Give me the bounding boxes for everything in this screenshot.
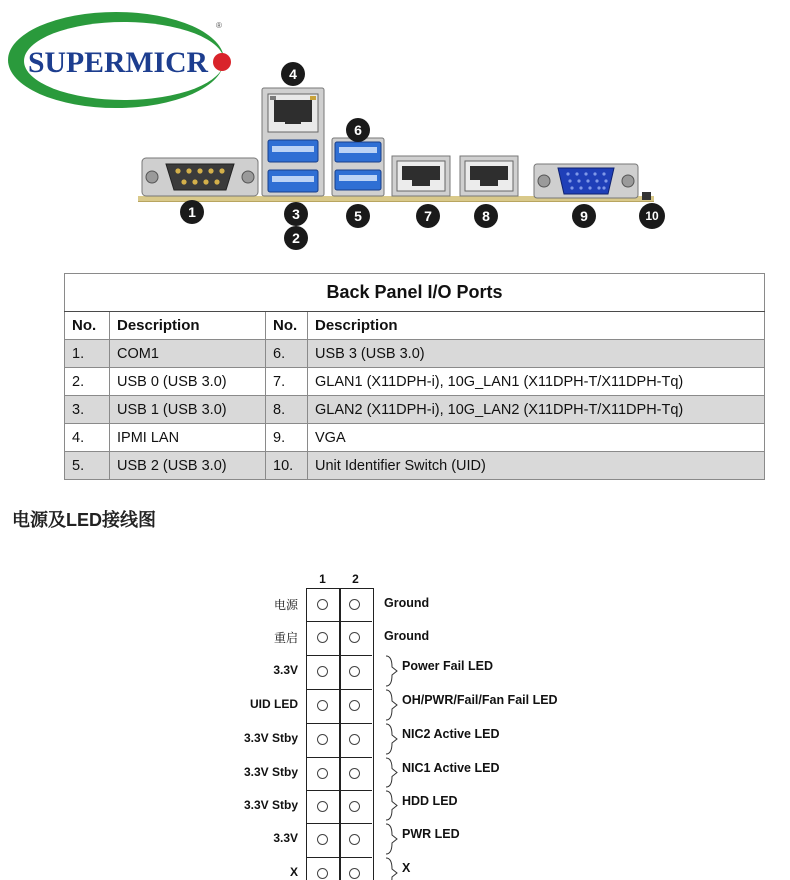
pin-left-label: 3.3V Stby	[243, 764, 298, 779]
lan1-port-icon	[390, 154, 452, 198]
cell-description: USB 1 (USB 3.0)	[110, 396, 266, 424]
pin-right-label: NIC2 Active LED	[402, 727, 500, 741]
brace-icon	[384, 822, 400, 856]
table-row	[65, 396, 765, 424]
pin-row	[307, 857, 372, 880]
brace-icon	[384, 756, 400, 789]
callout-10: 10	[639, 203, 665, 229]
column-number-2: 2	[352, 572, 359, 586]
header-no-right: No.	[266, 312, 308, 340]
cell-no: 2.	[65, 368, 110, 396]
cell-description: USB 2 (USB 3.0)	[110, 452, 266, 480]
pin-left-label: 3.3V	[273, 663, 298, 677]
callout-6: 6	[346, 118, 370, 142]
pin-2	[349, 632, 360, 643]
pin-grid	[306, 588, 374, 880]
table-row	[65, 452, 765, 480]
section-title: 电源及LED接线图	[12, 510, 156, 530]
cell-no: 7.	[266, 368, 308, 396]
pin-right-label: Power Fail LED	[402, 659, 493, 673]
table-title: Back Panel I/O Ports	[65, 274, 765, 312]
pin-2	[349, 834, 360, 845]
cell-no: 6.	[266, 340, 308, 368]
pin-1	[317, 734, 328, 745]
pin-1	[317, 666, 328, 677]
column-number-1: 1	[319, 572, 326, 586]
table-row	[65, 368, 765, 396]
callout-4: 4	[281, 62, 305, 86]
pin-1	[317, 768, 328, 779]
brace-icon	[384, 722, 400, 756]
brace-icon	[384, 856, 400, 880]
cell-no: 5.	[65, 452, 110, 480]
header-no-left: No.	[65, 312, 110, 340]
pin-1	[317, 599, 328, 610]
back-panel-io-table	[64, 273, 765, 480]
pin-2	[349, 868, 360, 879]
vga-port-icon	[532, 162, 640, 200]
pin-left-label: 3.3V Stby	[243, 731, 298, 745]
pin-1	[317, 868, 328, 879]
cell-description: USB 3 (USB 3.0)	[308, 340, 765, 368]
brace-icon	[384, 688, 400, 722]
cell-description: IPMI LAN	[110, 424, 266, 452]
cell-no: 1.	[65, 340, 110, 368]
pin-left-label: UID LED	[250, 697, 298, 711]
front-panel-header-diagram	[228, 570, 588, 880]
pin-left-label: X	[289, 865, 298, 879]
cell-description: GLAN1 (X11DPH-i), 10G_LAN1 (X11DPH-T/X11DPH-Tq)	[308, 368, 765, 396]
pin-right-label: NIC1 Active LED	[402, 760, 500, 775]
cell-description: USB 0 (USB 3.0)	[110, 368, 266, 396]
pin-right-label: HDD LED	[402, 793, 458, 808]
lan2-port-icon	[458, 154, 520, 198]
cell-no: 3.	[65, 396, 110, 424]
callout-8: 8	[474, 204, 498, 228]
table-row	[65, 340, 765, 368]
pin-1	[317, 700, 328, 711]
pin-2	[349, 700, 360, 711]
pin-left-label: 重启	[273, 631, 298, 645]
brace-icon	[384, 654, 400, 688]
cell-no: 4.	[65, 424, 110, 452]
back-panel-illustration	[130, 62, 690, 262]
pin-right-label: Ground	[384, 596, 430, 610]
pin-right-label: Ground	[384, 629, 430, 643]
pin-2	[349, 599, 360, 610]
header-description-left: Description	[110, 312, 266, 340]
cell-description: GLAN2 (X11DPH-i), 10G_LAN2 (X11DPH-T/X11DPH-Tq)	[308, 396, 765, 424]
pin-left-label: 电源	[273, 598, 298, 612]
pin-right-label: PWR LED	[402, 827, 460, 841]
logo-text: SUPERMICR	[28, 46, 209, 79]
uid-switch-icon	[640, 190, 654, 202]
callout-7: 7	[416, 204, 440, 228]
pin-right-label: OH/PWR/Fail/Fan Fail LED	[402, 693, 558, 707]
cell-description: Unit Identifier Switch (UID)	[308, 452, 765, 480]
header-description-right: Description	[308, 312, 765, 340]
ipmi-lan-usb-stack-icon	[258, 86, 328, 198]
pin-2	[349, 666, 360, 677]
pin-left-label: 3.3V Stby	[243, 797, 298, 812]
usb-stack-icon	[330, 136, 386, 198]
callout-2: 2	[284, 226, 308, 250]
pin-1	[317, 801, 328, 812]
pin-1	[317, 834, 328, 845]
cell-no: 10.	[266, 452, 308, 480]
logo-registered-mark: ®	[216, 21, 222, 30]
pin-2	[349, 801, 360, 812]
brace-icon	[384, 789, 400, 822]
pin-left-label: 3.3V	[273, 831, 298, 845]
pin-right-label: X	[402, 861, 411, 875]
callout-3: 3	[284, 202, 308, 226]
cell-description: VGA	[308, 424, 765, 452]
pin-1	[317, 632, 328, 643]
cell-no: 9.	[266, 424, 308, 452]
pin-2	[349, 734, 360, 745]
callout-1: 1	[180, 200, 204, 224]
pin-2	[349, 768, 360, 779]
com-port-icon	[140, 156, 260, 198]
callout-9: 9	[572, 204, 596, 228]
cell-description: COM1	[110, 340, 266, 368]
callout-5: 5	[346, 204, 370, 228]
cell-no: 8.	[266, 396, 308, 424]
table-row	[65, 424, 765, 452]
